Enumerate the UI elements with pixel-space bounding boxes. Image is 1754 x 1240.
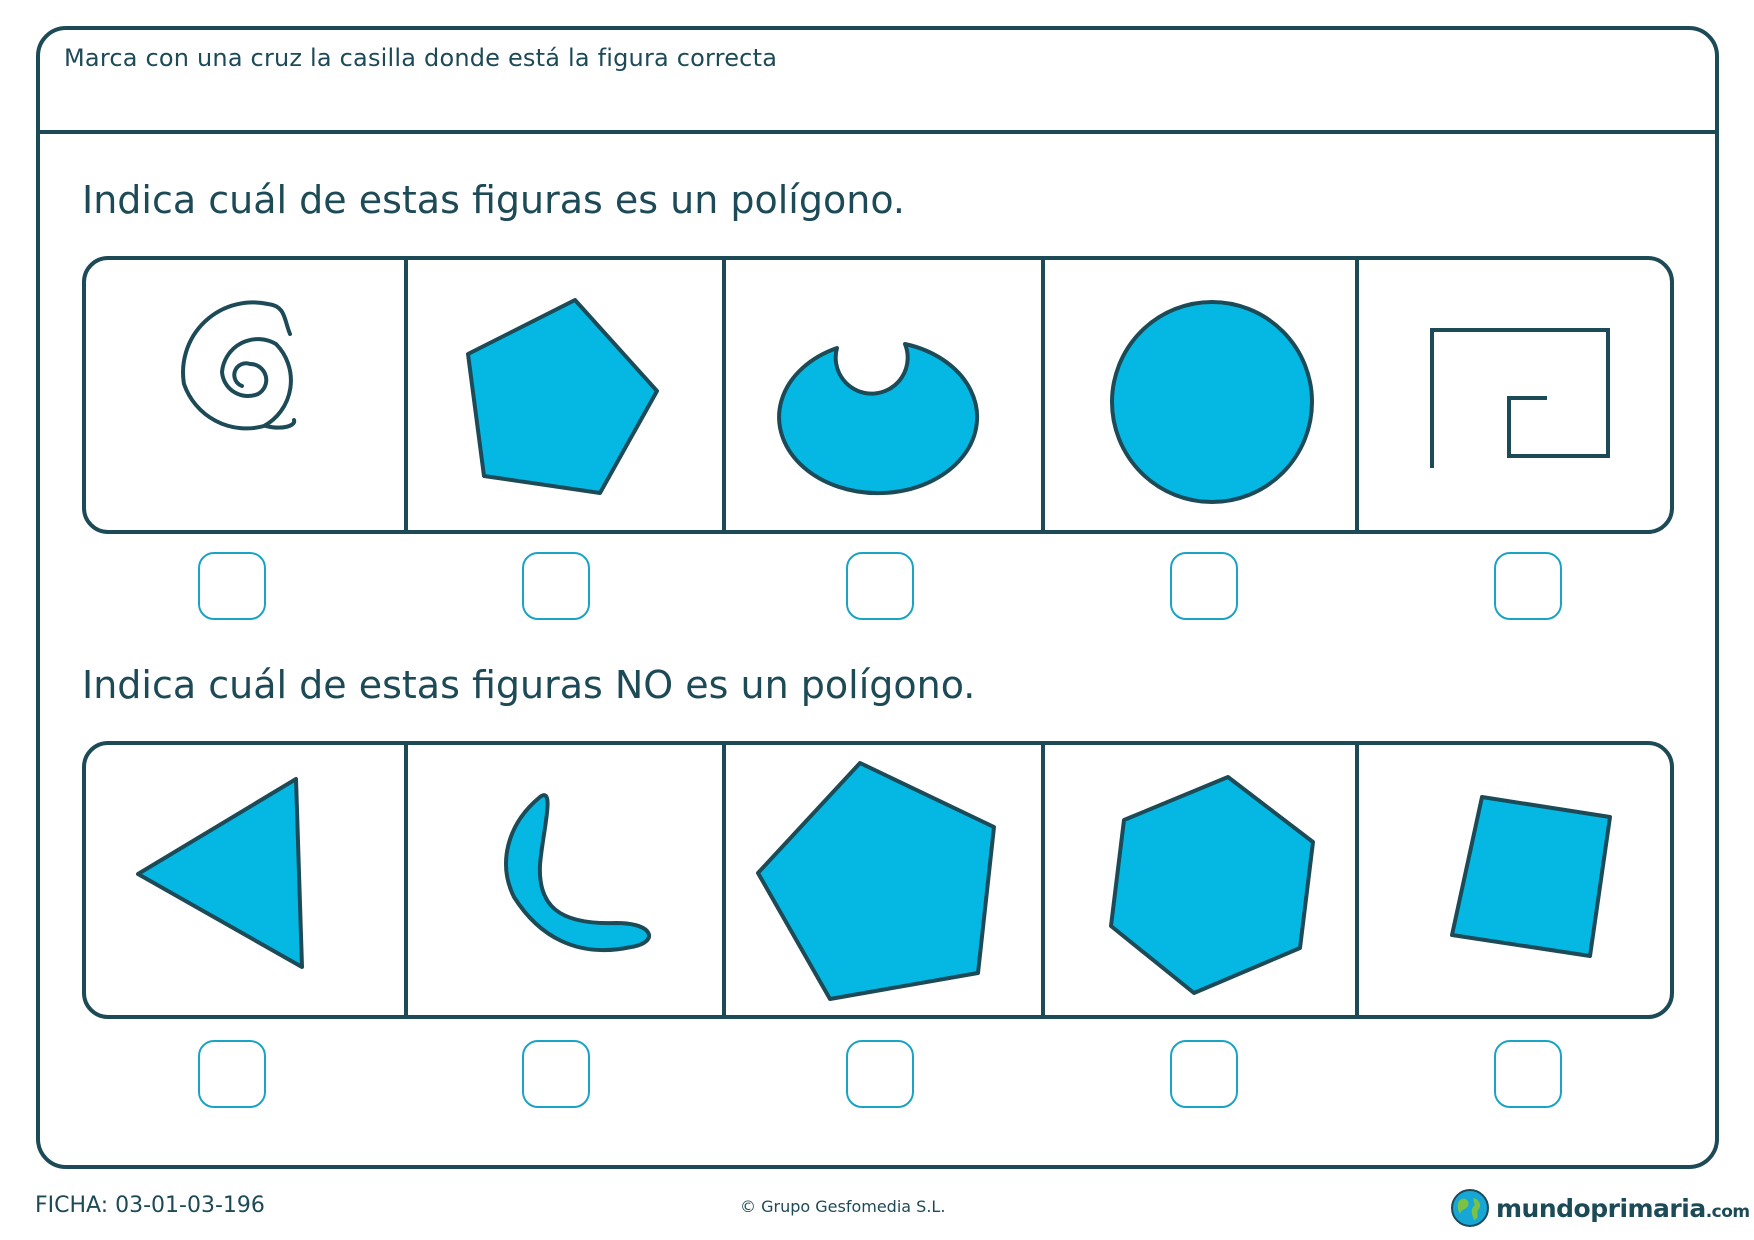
question-2-figures-panel	[82, 741, 1674, 1019]
globe-icon	[1450, 1188, 1490, 1228]
mundoprimaria-logo[interactable]	[1450, 1186, 1750, 1230]
question-2-title: Indica cuál de estas figuras NO es un polígono.	[82, 663, 976, 707]
checkbox-q1-4[interactable]	[1170, 552, 1238, 620]
checkbox-q2-2[interactable]	[522, 1040, 590, 1108]
logo-name: mundoprimaria	[1496, 1193, 1706, 1223]
pentagon-icon	[758, 763, 994, 999]
hexagon-icon	[1111, 777, 1313, 993]
spiral-icon	[183, 302, 294, 428]
circle-icon	[1112, 302, 1312, 502]
crescent-icon	[506, 795, 649, 950]
checkbox-q2-4[interactable]	[1170, 1040, 1238, 1108]
header-divider	[36, 130, 1719, 134]
question-1-title: Indica cuál de estas figuras es un polígono.	[82, 178, 905, 222]
ficha-code: FICHA: 03-01-03-196	[35, 1193, 265, 1218]
checkbox-q1-5[interactable]	[1494, 552, 1562, 620]
checkbox-q1-1[interactable]	[198, 552, 266, 620]
pentagon-icon	[468, 300, 657, 493]
checkbox-q2-3[interactable]	[846, 1040, 914, 1108]
logo-tld: .com	[1705, 1201, 1750, 1222]
checkbox-q1-3[interactable]	[846, 552, 914, 620]
square-icon	[1452, 797, 1610, 956]
checkbox-q1-2[interactable]	[522, 552, 590, 620]
triangle-icon	[138, 779, 302, 967]
checkbox-q2-5[interactable]	[1494, 1040, 1562, 1108]
checkbox-q2-1[interactable]	[198, 1040, 266, 1108]
instruction-text: Marca con una cruz la casilla donde está la figura correcta	[64, 44, 778, 72]
square-spiral-icon	[1432, 330, 1608, 468]
copyright-text: © Grupo Gesfomedia S.L.	[740, 1197, 946, 1216]
bitten-oval-icon	[779, 344, 977, 493]
question-1-figures-panel	[82, 256, 1674, 534]
